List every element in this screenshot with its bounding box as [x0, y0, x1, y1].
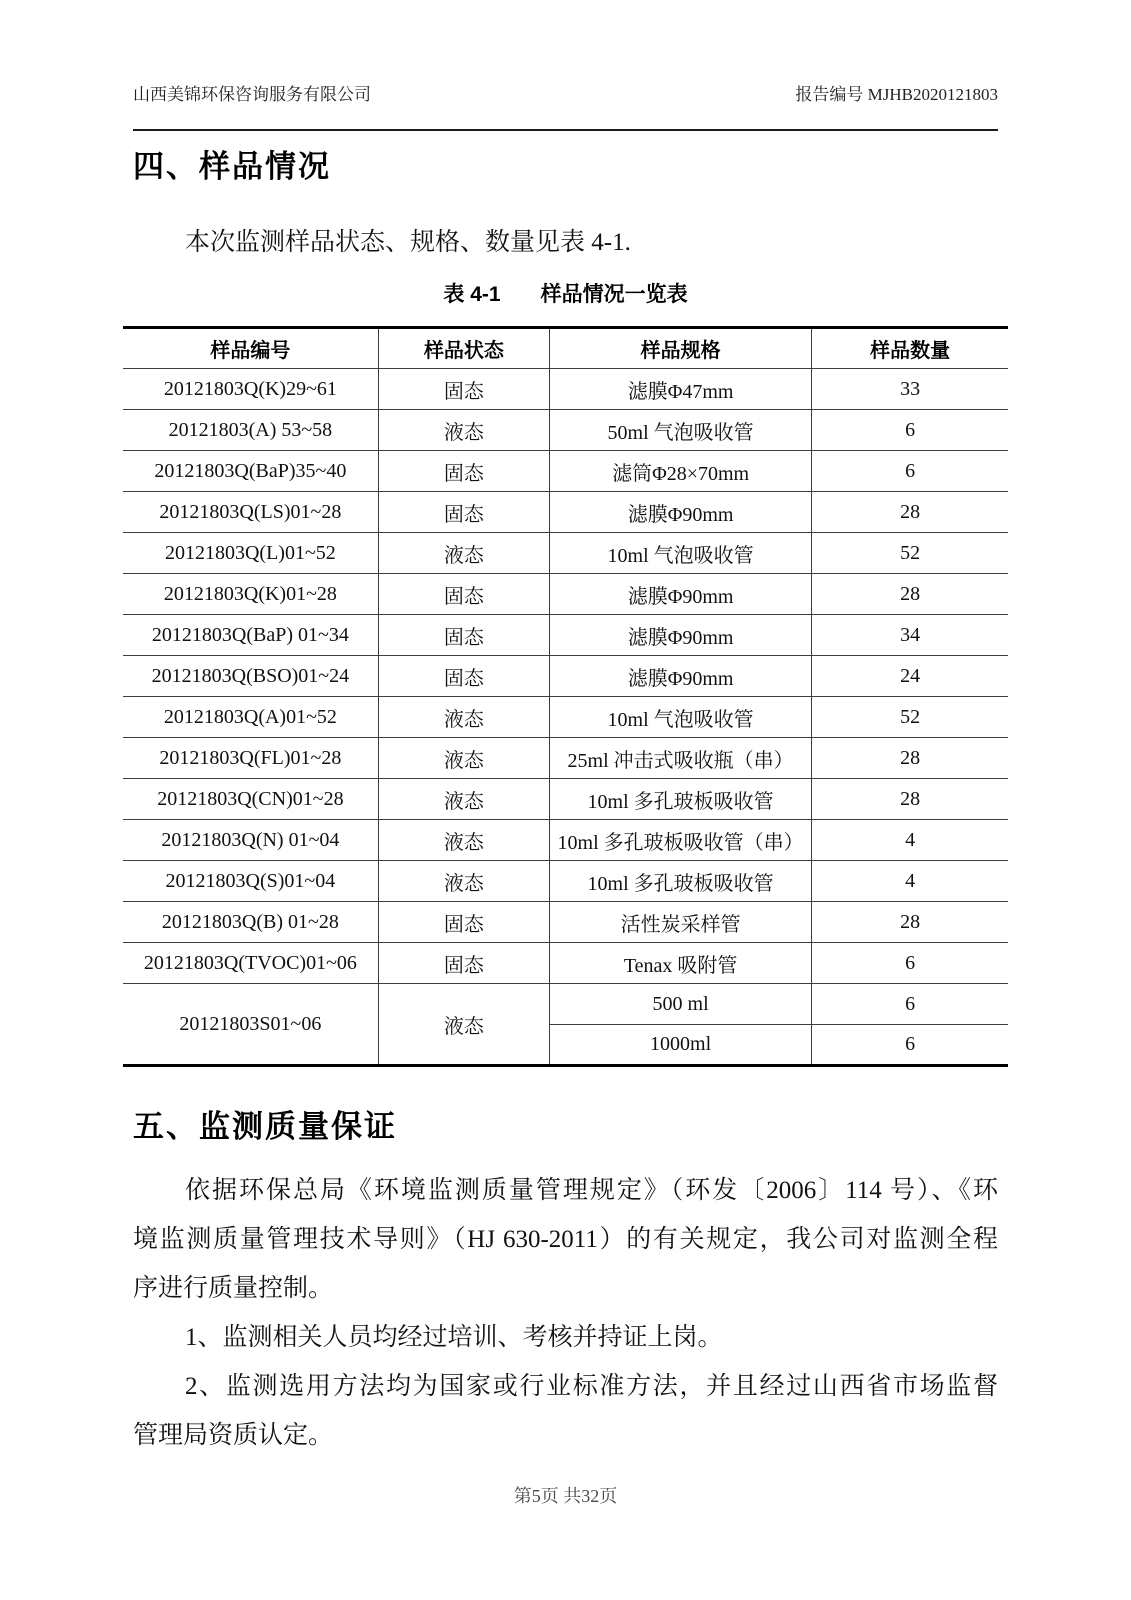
- table-row: [123, 738, 1008, 779]
- table-row: [123, 902, 1008, 943]
- table-cell: 液态: [378, 410, 549, 451]
- table-body: [123, 369, 1008, 1066]
- table-row: [123, 492, 1008, 533]
- table-cell: 液态: [378, 779, 549, 820]
- table-cell: 4: [812, 820, 1008, 861]
- report-number: 报告编号 MJHB2020121803: [795, 85, 998, 104]
- table-row: [123, 615, 1008, 656]
- table-cell: 6: [812, 451, 1008, 492]
- table-cell: 24: [812, 656, 1008, 697]
- table-cell: 液态: [378, 738, 549, 779]
- table-header-cell: 样品编号: [123, 328, 378, 369]
- table-cell: 20121803Q(BaP)35~40: [123, 451, 378, 492]
- table-cell: 500 ml: [549, 984, 811, 1025]
- samples-table: [123, 326, 1008, 1067]
- body-line: 2、监测选用方法均为国家或行业标准方法，并且经过山西省市场监督: [185, 1373, 998, 1400]
- table-cell: 20121803Q(TVOC)01~06: [123, 943, 378, 984]
- table-cell: 10ml 气泡吸收管: [549, 697, 811, 738]
- body-line: 序进行质量控制。: [133, 1275, 334, 1302]
- table-cell: 滤膜Φ90mm: [549, 574, 811, 615]
- table-header-cell: 样品状态: [378, 328, 549, 369]
- table-cell: 20121803Q(CN)01~28: [123, 779, 378, 820]
- table-caption-title: 样品情况一览表: [540, 283, 688, 306]
- table-row: [123, 533, 1008, 574]
- table-cell: 固态: [378, 615, 549, 656]
- table-cell: 固态: [378, 451, 549, 492]
- table-cell: 固态: [378, 369, 549, 410]
- table-cell: 1000ml: [549, 1025, 811, 1066]
- table-cell: 20121803Q(FL)01~28: [123, 738, 378, 779]
- table-cell: 28: [812, 574, 1008, 615]
- section5-title: 五、监测质量保证: [133, 1109, 397, 1144]
- table-cell: 固态: [378, 574, 549, 615]
- table-row: [123, 451, 1008, 492]
- page-footer: 第5页 共32页: [513, 1486, 618, 1506]
- table-cell: 滤膜Φ90mm: [549, 492, 811, 533]
- table-cell: 固态: [378, 902, 549, 943]
- table-cell: 滤膜Φ90mm: [549, 615, 811, 656]
- table-cell: 6: [812, 1025, 1008, 1066]
- table-cell: 25ml 冲击式吸收瓶（串）: [549, 738, 811, 779]
- table-cell: 20121803Q(K)29~61: [123, 369, 378, 410]
- company-name: 山西美锦环保咨询服务有限公司: [133, 85, 371, 104]
- table-cell: 28: [812, 902, 1008, 943]
- table-cell: 液态: [378, 697, 549, 738]
- table-cell: 20121803S01~06: [123, 984, 378, 1066]
- intro-paragraph: 本次监测样品状态、规格、数量见表 4-1.: [185, 229, 631, 256]
- table-row: [123, 410, 1008, 451]
- table-cell: 20121803Q(BaP) 01~34: [123, 615, 378, 656]
- table-cell: 20121803Q(L)01~52: [123, 533, 378, 574]
- body-line: 境监测质量管理技术导则》（HJ 630-2011）的有关规定，我公司对监测全程: [133, 1226, 998, 1253]
- table-cell: 50ml 气泡吸收管: [549, 410, 811, 451]
- table-cell: 液态: [378, 533, 549, 574]
- table-cell: 6: [812, 984, 1008, 1025]
- table-cell: 20121803Q(B) 01~28: [123, 902, 378, 943]
- table-cell: 液态: [378, 861, 549, 902]
- table-cell: 6: [812, 410, 1008, 451]
- table-cell: 20121803Q(S)01~04: [123, 861, 378, 902]
- table-cell: 液态: [378, 984, 549, 1066]
- table-cell: 4: [812, 861, 1008, 902]
- table-cell: 20121803Q(K)01~28: [123, 574, 378, 615]
- table-cell: 滤膜Φ90mm: [549, 656, 811, 697]
- table-caption: [123, 278, 1008, 308]
- table-row: [123, 943, 1008, 984]
- page-header: [133, 0, 998, 105]
- table-row: [123, 369, 1008, 410]
- body-line: 1、监测相关人员均经过培训、考核并持证上岗。: [185, 1324, 723, 1351]
- table-cell: 33: [812, 369, 1008, 410]
- body-line: 依据环保总局《环境监测质量管理规定》（环发〔2006〕114 号）、《环: [185, 1177, 998, 1204]
- section5-body: [133, 1166, 998, 1460]
- table-cell: 固态: [378, 492, 549, 533]
- table-cell: 20121803(A) 53~58: [123, 410, 378, 451]
- table-cell: 滤筒Φ28×70mm: [549, 451, 811, 492]
- body-line: 管理局资质认定。: [133, 1422, 334, 1449]
- table-cell: 6: [812, 943, 1008, 984]
- table-cell: 活性炭采样管: [549, 902, 811, 943]
- table-cell: 10ml 多孔玻板吸收管: [549, 779, 811, 820]
- table-cell: 10ml 多孔玻板吸收管: [549, 861, 811, 902]
- header-rule: [133, 129, 998, 131]
- table-header-cell: 样品数量: [812, 328, 1008, 369]
- table-header-row: [123, 328, 1008, 369]
- table-row: [123, 656, 1008, 697]
- table-row: [123, 574, 1008, 615]
- table-cell: Tenax 吸附管: [549, 943, 811, 984]
- table-cell: 20121803Q(A)01~52: [123, 697, 378, 738]
- table-cell: 28: [812, 738, 1008, 779]
- table-cell: 28: [812, 492, 1008, 533]
- table-cell: 20121803Q(BSO)01~24: [123, 656, 378, 697]
- table-cell: 52: [812, 533, 1008, 574]
- table-row: [123, 697, 1008, 738]
- table-cell: 28: [812, 779, 1008, 820]
- table-cell: 52: [812, 697, 1008, 738]
- table-row: [123, 861, 1008, 902]
- table-cell: 34: [812, 615, 1008, 656]
- table-cell: 10ml 气泡吸收管: [549, 533, 811, 574]
- table-row-merged: [123, 984, 1008, 1025]
- table-cell: 20121803Q(N) 01~04: [123, 820, 378, 861]
- table-header-cell: 样品规格: [549, 328, 811, 369]
- table-cell: 固态: [378, 656, 549, 697]
- table-caption-label: 表 4-1: [443, 283, 501, 306]
- table-cell: 滤膜Φ47mm: [549, 369, 811, 410]
- table-cell: 液态: [378, 820, 549, 861]
- table-row: [123, 820, 1008, 861]
- table-row: [123, 779, 1008, 820]
- table-cell: 固态: [378, 943, 549, 984]
- section4-title: 四、样品情况: [133, 149, 331, 184]
- table-cell: 20121803Q(LS)01~28: [123, 492, 378, 533]
- table-cell: 10ml 多孔玻板吸收管（串）: [549, 820, 811, 861]
